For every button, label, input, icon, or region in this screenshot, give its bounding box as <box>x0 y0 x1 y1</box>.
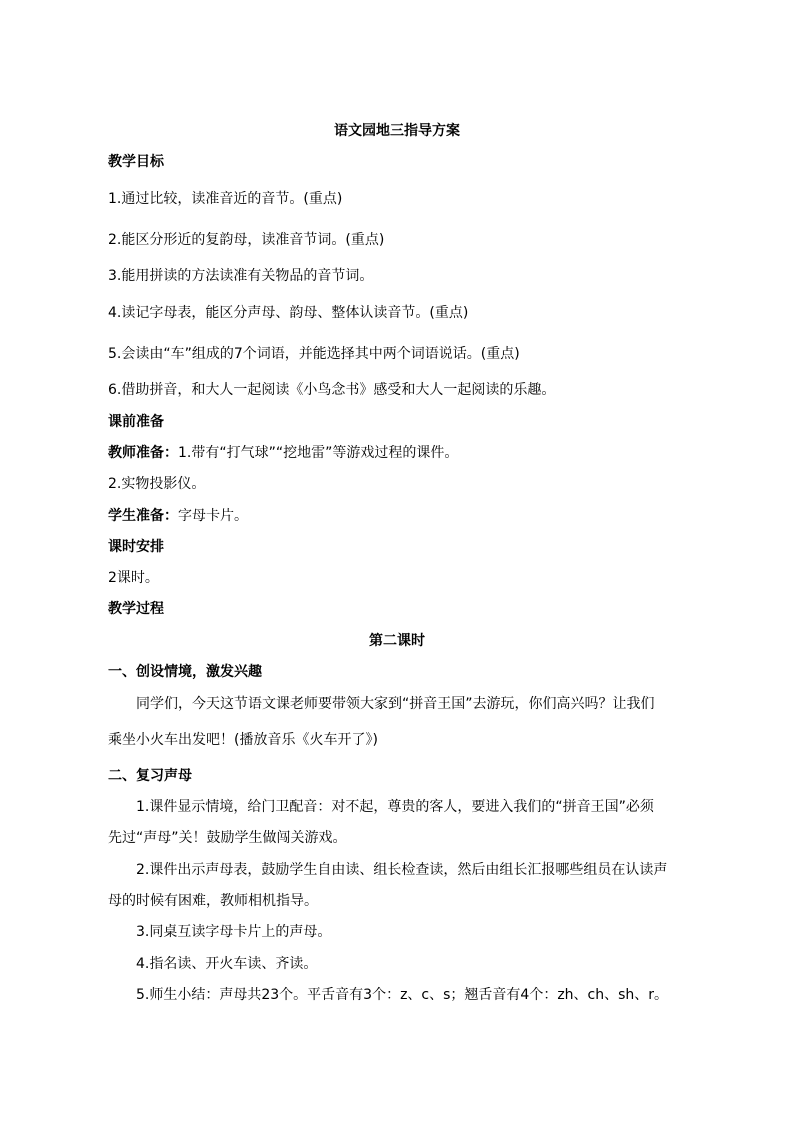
part2-item-3: 3.同桌互读字母卡片上的声母。 <box>136 924 332 940</box>
teacher-prep-item-1: 1.带有“打气球”“挖地雷”等游戏过程的课件。 <box>178 445 459 461</box>
document-title: 语文园地三指导方案 <box>334 123 460 139</box>
part2-item-2-line-1: 2.课件出示声母表，鼓励学生自由读、组长检查读，然后由组长汇报哪些组员在认读声 <box>136 862 668 878</box>
part1-heading: 一、创设情境，激发兴趣 <box>108 664 262 680</box>
part1-paragraph-line-2: 乘坐小火车出发吧！(播放音乐《火车开了》) <box>108 732 378 748</box>
teacher-prep-line <box>108 444 458 462</box>
goal-item-6: 6.借助拼音，和大人一起阅读《小鸟念书》感受和大人一起阅读的乐趣。 <box>108 382 556 398</box>
goal-item-3: 3.能用拼读的方法读准有关物品的音节词。 <box>108 268 374 284</box>
lesson-title: 第二课时 <box>369 633 425 649</box>
teacher-prep-item-2: 2.实物投影仪。 <box>108 476 206 492</box>
part2-item-5: 5.师生小结：声母共23个。平舌音有3个：z、c、s；翘舌音有4个：zh、ch、sh、r。 <box>136 987 669 1003</box>
teacher-prep-label: 教师准备： <box>108 445 178 461</box>
student-prep-line <box>108 507 248 525</box>
section-heading-prep: 课前准备 <box>108 414 164 430</box>
goal-item-5: 5.会读由“车”组成的7个词语，并能选择其中两个词语说话。(重点) <box>108 346 520 362</box>
goal-item-4: 4.读记字母表，能区分声母、韵母、整体认读音节。(重点) <box>108 305 469 321</box>
section-heading-process: 教学过程 <box>108 601 164 617</box>
part2-item-4: 4.指名读、开火车读、齐读。 <box>136 956 318 972</box>
schedule-text: 2课时。 <box>108 570 159 586</box>
part1-paragraph-line-1: 同学们，今天这节语文课老师要带领大家到“拼音王国”去游玩，你们高兴吗？让我们 <box>136 696 655 712</box>
part2-item-1-line-1: 1.课件显示情境，给门卫配音：对不起，尊贵的客人，要进入我们的“拼音王国”必须 <box>136 799 654 815</box>
goal-item-2: 2.能区分形近的复韵母，读准音节词。(重点) <box>108 232 385 248</box>
part2-item-2-line-2: 母的时候有困难，教师相机指导。 <box>108 893 318 909</box>
goal-item-1: 1.通过比较，读准音近的音节。(重点) <box>108 191 343 207</box>
part2-heading: 二、复习声母 <box>108 768 192 784</box>
student-prep-text: 字母卡片。 <box>178 508 248 524</box>
student-prep-label: 学生准备： <box>108 508 178 524</box>
section-heading-schedule: 课时安排 <box>108 539 164 555</box>
part2-item-1-line-2: 先过“声母”关！鼓励学生做闯关游戏。 <box>108 830 347 846</box>
section-heading-goals: 教学目标 <box>108 154 164 170</box>
